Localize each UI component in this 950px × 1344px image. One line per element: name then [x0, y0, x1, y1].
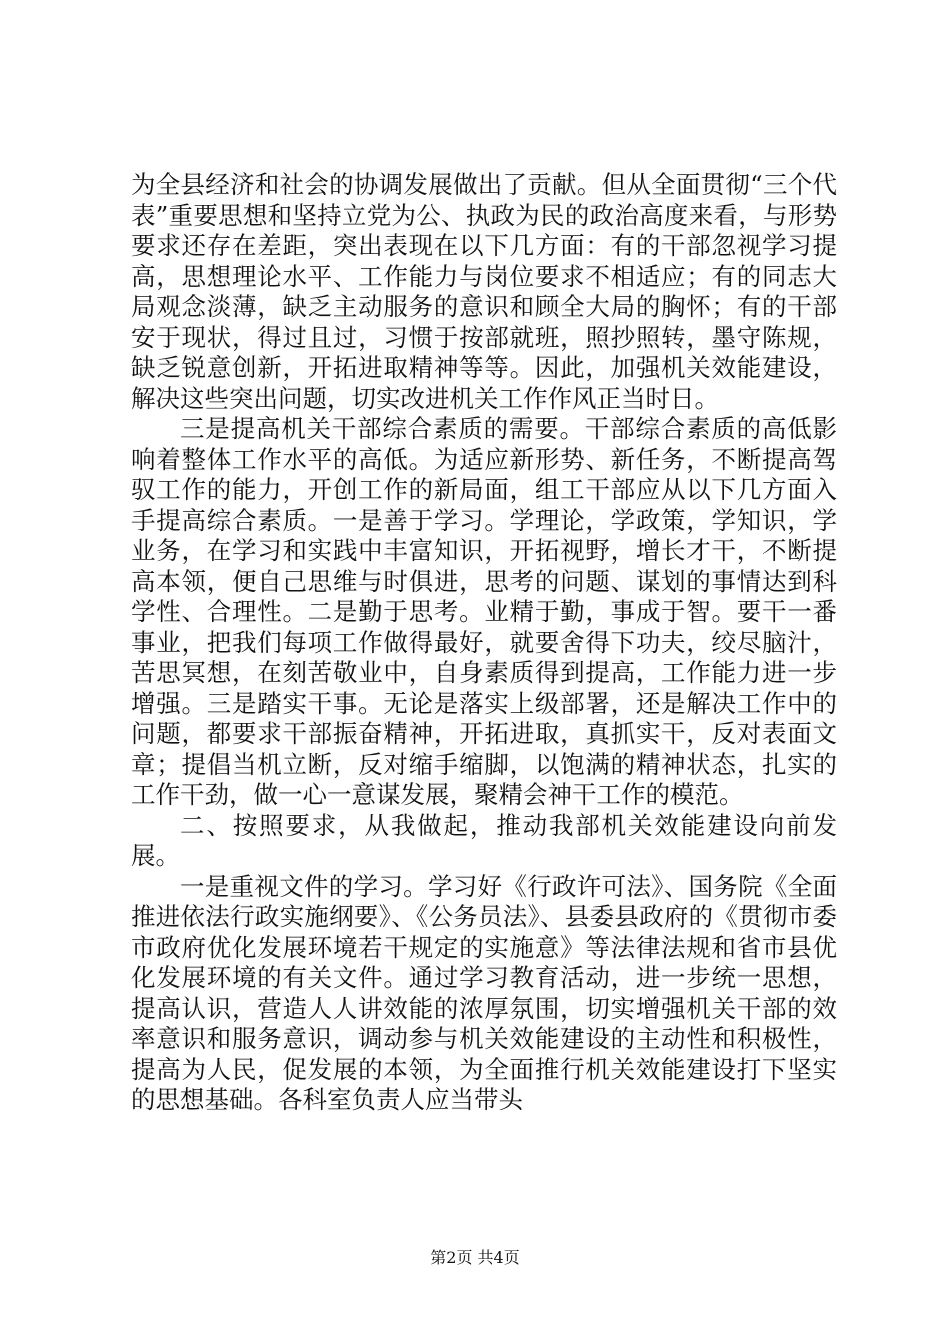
page-number-footer: 第2页 共4页 — [430, 1248, 520, 1267]
document-body — [131, 170, 837, 1116]
paragraph-2: 三是提高机关干部综合素质的需要。干部综合素质的高低影响着整体工作水平的高低。为适应新形势、新任务，不断提高驾驭工作的能力，开创工作的新局面，组工干部应从以下几方面入手提高综合素质。一是善于学习。学理论，学政策，学知识，学业务，在学习和实践中丰富知识，开拓视野，增长才干，不断提高本领，便自己思维与时俱进，思考的问题、谋划的事情达到科学性、合理性。二是勤于思考。业精于勤，事成于智。要干一番事业，把我们每项工作做得最好，就要舍得下功夫，绞尽脑汁，苦思冥想，在刻苦敬业中，自身素质得到提高，工作能力进一步增强。三是踏实干事。无论是落实上级部署，还是解决工作中的问题，都要求干部振奋精神，开拓进取，真抓实干，反对表面文章；提倡当机立断，反对缩手缩脚，以饱满的精神状态，扎实的工作干劲，做一心一意谋发展，聚精会神干工作的模范。 — [131, 414, 837, 809]
paragraph-3: 二、按照要求，从我做起，推动我部机关效能建设向前发展。 — [131, 810, 837, 870]
paragraph-1: 为全县经济和社会的协调发展做出了贡献。但从全面贯彻“三个代表”重要思想和坚持立党为公、执政为民的政治高度来看，与形势要求还存在差距，突出表现在以下几方面：有的干部忽视学习提高，思想理论水平、工作能力与岗位要求不相适应；有的同志大局观念淡薄，缺乏主动服务的意识和顾全大局的胸怀；有的干部安于现状，得过且过，习惯于按部就班，照抄照转，墨守陈规，缺乏锐意创新，开拓进取精神等等。因此，加强机关效能建设，解决这些突出问题，切实改进机关工作作风正当时日。 — [131, 170, 837, 413]
paragraph-4: 一是重视文件的学习。学习好《行政许可法》、国务院《全面推进依法行政实施纲要》、《公务员法》、县委县政府的《贯彻市委市政府优化发展环境若干规定的实施意》等法律法规和省市县优化发展环境的有关文件。通过学习教育活动，进一步统一思想，提高认识，营造人人讲效能的浓厚氛围，切实增强机关干部的效率意识和服务意识，调动参与机关效能建设的主动性和积极性，提高为人民，促发展的本领，为全面推行机关效能建设打下坚实的思想基础。各科室负责人应当带头 — [131, 871, 837, 1114]
